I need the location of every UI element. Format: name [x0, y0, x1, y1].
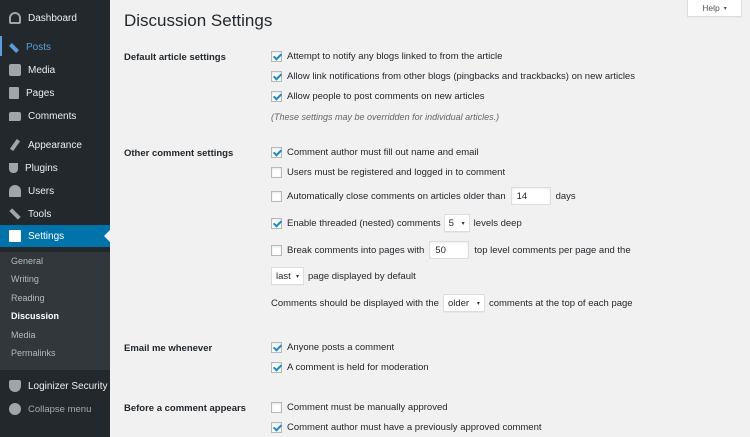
menu-plugins[interactable]: [0, 158, 110, 178]
media-icon: [9, 64, 21, 76]
submenu-permalinks[interactable]: Permalinks: [11, 348, 56, 358]
section-default-article-label: Default article settings: [124, 52, 226, 63]
paintbrush-icon: [10, 139, 20, 151]
caret-down-icon: ▾: [723, 5, 727, 12]
option-paginate[interactable]: [271, 241, 631, 259]
option-default-page: [271, 267, 416, 285]
menu-media-label: Media: [28, 64, 56, 76]
menu-dashboard-label: Dashboard: [28, 12, 77, 24]
section-other-comment-label: Other comment settings: [124, 148, 234, 159]
allow-pings-label: Allow link notifications from other blogs (pingbacks and trackbacks) on new articles: [287, 71, 635, 82]
menu-users[interactable]: [0, 181, 110, 201]
manually-approved-checkbox[interactable]: [271, 402, 282, 413]
require-registration-label: Users must be registered and logged in to comment: [287, 167, 506, 178]
user-icon: [9, 185, 21, 197]
option-anyone-posts[interactable]: [271, 342, 394, 353]
menu-appearance[interactable]: [0, 135, 110, 155]
menu-pages-label: Pages: [26, 87, 55, 99]
close-old-days-input[interactable]: 14: [511, 187, 551, 205]
caret-down-icon: ▾: [295, 273, 299, 280]
menu-tools[interactable]: [0, 204, 110, 224]
shield-icon: [9, 380, 21, 392]
require-name-email-checkbox[interactable]: [271, 147, 282, 158]
caret-down-icon: ▾: [461, 220, 465, 227]
section-before-appears-label: Before a comment appears: [124, 403, 246, 414]
help-tab-button[interactable]: [687, 0, 742, 17]
close-old-suffix: days: [555, 190, 576, 202]
menu-posts[interactable]: [0, 37, 110, 57]
admin-sidebar: [0, 0, 110, 437]
default-page-value: last: [276, 270, 291, 282]
section-email-label: Email me whenever: [124, 343, 213, 354]
threaded-depth-value: 5: [448, 217, 454, 229]
collapse-menu-button[interactable]: [0, 399, 110, 419]
default-page-suffix: page displayed by default: [308, 270, 416, 282]
submenu-reading[interactable]: Reading: [11, 293, 45, 303]
threaded-checkbox[interactable]: [271, 218, 282, 229]
default-page-select[interactable]: [271, 267, 304, 285]
comment-order-select[interactable]: [443, 294, 485, 312]
menu-media[interactable]: [0, 60, 110, 80]
notify-blogs-label: Attempt to notify any blogs linked to from the article: [287, 51, 503, 62]
anyone-posts-checkbox[interactable]: [271, 342, 282, 353]
held-moderation-label: A comment is held for moderation: [287, 362, 429, 373]
option-threaded[interactable]: [271, 214, 522, 232]
menu-loginizer-label: Loginizer Security: [28, 380, 108, 392]
option-held-moderation[interactable]: [271, 362, 429, 373]
caret-down-icon: ▾: [476, 300, 480, 307]
page-icon: [9, 87, 19, 99]
require-registration-checkbox[interactable]: [271, 167, 282, 178]
allow-comments-label: Allow people to post comments on new articles: [287, 91, 485, 102]
option-allow-pings[interactable]: [271, 71, 635, 82]
option-require-registration[interactable]: [271, 167, 505, 178]
option-allow-comments[interactable]: [271, 91, 485, 102]
page-title: Discussion Settings: [124, 11, 273, 30]
threaded-prefix: Enable threaded (nested) comments: [287, 217, 441, 229]
require-name-email-label: Comment author must fill out name and email: [287, 147, 479, 158]
notify-blogs-checkbox[interactable]: [271, 51, 282, 62]
wrench-icon: [9, 208, 20, 219]
collapse-arrow-icon: [9, 403, 21, 415]
dashboard-icon: [9, 12, 21, 24]
submenu-media[interactable]: Media: [11, 330, 36, 340]
threaded-depth-select[interactable]: [444, 214, 470, 232]
plugin-icon: [9, 163, 18, 173]
previously-approved-label: Comment author must have a previously approved comment: [287, 422, 542, 433]
option-notify-blogs[interactable]: [271, 51, 502, 62]
submenu-discussion[interactable]: Discussion: [11, 311, 60, 321]
allow-pings-checkbox[interactable]: [271, 71, 282, 82]
manually-approved-label: Comment must be manually approved: [287, 402, 448, 413]
menu-comments-label: Comments: [28, 110, 77, 122]
menu-tools-label: Tools: [28, 208, 52, 220]
option-previously-approved[interactable]: [271, 422, 542, 433]
allow-comments-checkbox[interactable]: [271, 91, 282, 102]
held-moderation-checkbox[interactable]: [271, 362, 282, 373]
option-require-name-email[interactable]: [271, 147, 479, 158]
pin-icon: [9, 43, 19, 53]
help-label: Help: [702, 3, 720, 13]
menu-comments[interactable]: [0, 106, 110, 126]
close-old-prefix: Automatically close comments on articles older than: [287, 190, 506, 202]
settings-submenu: [0, 252, 110, 370]
submenu-general[interactable]: General: [11, 256, 44, 266]
comment-order-value: older: [447, 297, 470, 309]
paginate-suffix: top level comments per page and the: [474, 244, 631, 256]
menu-settings-label: Settings: [28, 230, 65, 242]
menu-pages[interactable]: [0, 83, 110, 103]
threaded-suffix: levels deep: [473, 217, 522, 229]
paginate-count-input[interactable]: 50: [429, 241, 469, 259]
comment-bubble-icon: [9, 112, 21, 121]
option-close-old[interactable]: [271, 187, 576, 205]
option-comment-order: [271, 294, 633, 312]
settings-sliders-icon: [9, 230, 21, 242]
option-manually-approved[interactable]: [271, 402, 448, 413]
collapse-menu-label: Collapse menu: [28, 403, 92, 415]
paginate-checkbox[interactable]: [271, 245, 282, 256]
menu-appearance-label: Appearance: [28, 139, 82, 151]
submenu-writing[interactable]: Writing: [11, 274, 39, 284]
previously-approved-checkbox[interactable]: [271, 422, 282, 433]
menu-plugins-label: Plugins: [25, 162, 58, 174]
anyone-posts-label: Anyone posts a comment: [287, 342, 395, 353]
menu-posts-label: Posts: [26, 41, 52, 53]
paginate-prefix: Break comments into pages with: [287, 244, 425, 256]
menu-settings[interactable]: [0, 225, 110, 247]
menu-loginizer[interactable]: [0, 376, 110, 396]
close-old-checkbox[interactable]: [271, 191, 282, 202]
override-note: (These settings may be overridden for individual articles.): [271, 112, 500, 122]
menu-users-label: Users: [28, 185, 55, 197]
comment-order-suffix: comments at the top of each page: [488, 297, 633, 309]
comment-order-prefix: Comments should be displayed with the: [271, 297, 439, 309]
menu-dashboard[interactable]: [0, 8, 110, 28]
